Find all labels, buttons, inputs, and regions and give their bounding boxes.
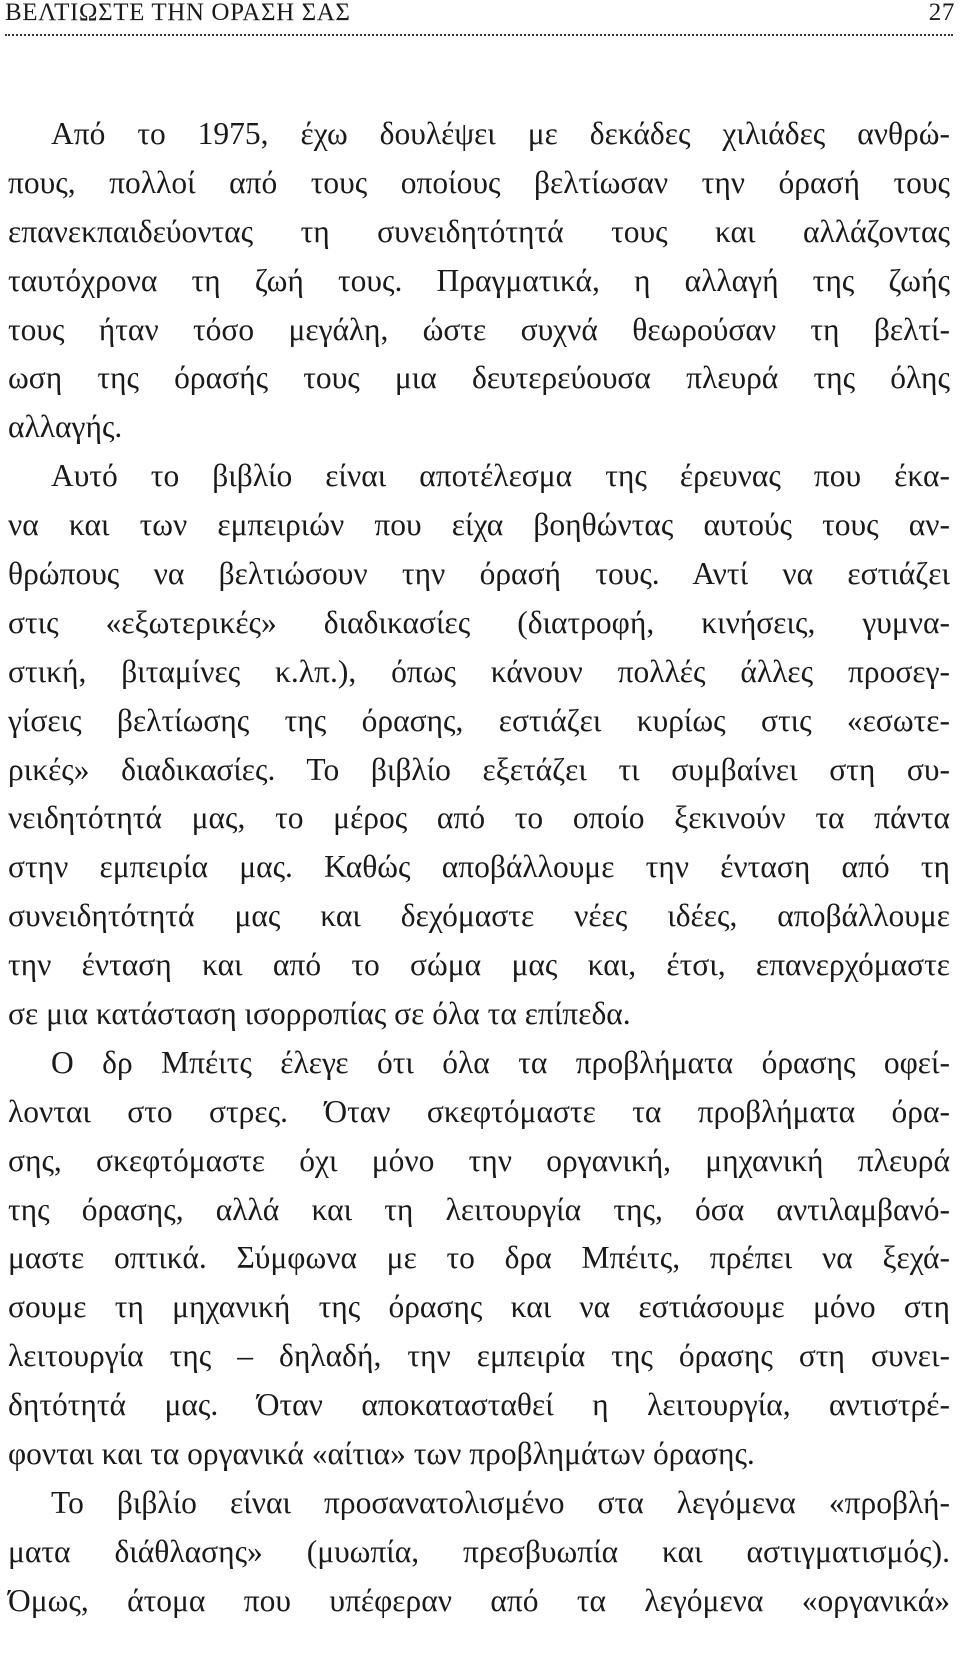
dotted-header-rule [5,34,953,36]
text-line: να και των εμπειριών που είχα βοηθώντας αυτούς τους αν- [8,507,950,543]
body-text [8,110,950,1626]
text-line: συνειδητότητά μας και δεχόμαστε νέες ιδέες, αποβάλλουμε [8,898,950,934]
text-line: ματα διάθλασης» (μυωπία, πρεσβυωπία και αστιγματισμός). [8,1533,950,1569]
text-line: Από το 1975, έχω δουλέψει με δεκάδες χιλιάδες ανθρώ- [51,116,950,151]
running-title: ΒΕΛΤΙΩΣΤΕ ΤΗΝ ΟΡΑΣΗ ΣΑΣ [5,0,351,26]
text-line: Ο δρ Μπέιτς έλεγε ότι όλα τα προβλήματα όρασης οφεί- [51,1044,950,1080]
text-line: νειδητότητά μας, το μέρος από το οποίο ξεκινούν τα πάντα [8,800,950,836]
text-line: σε μια κατάσταση ισορροπίας σε όλα τα επίπεδα. [8,996,631,1032]
text-line: δητότητά μας. Όταν αποκατασταθεί η λειτουργία, αντιστρέ- [8,1387,950,1423]
text-line: σουμε τη μηχανική της όρασης και να εστιάσουμε μόνο στη [8,1289,950,1325]
running-header [5,0,955,28]
text-line: Όμως, άτομα που υπέφεραν από τα λεγόμενα «οργανικά» [8,1582,950,1618]
text-line: της όρασης, αλλά και τη λειτουργία της, όσα αντιλαμβανό- [8,1191,950,1227]
text-line: Αυτό το βιβλίο είναι αποτέλεσμα της έρευνας που έκα- [51,458,950,494]
text-line: θρώπους να βελτιώσουν την όρασή τους. Αντί να εστιάζει [8,556,950,592]
text-line: τους ήταν τόσο μεγάλη, ώστε συχνά θεωρούσαν τη βελτί- [8,311,950,347]
text-line: αλλαγής. [8,409,123,445]
text-line: μαστε οπτικά. Σύμφωνα με το δρα Μπέιτς, πρέπει να ξεχά- [8,1240,950,1276]
text-line: στική, βιταμίνες κ.λπ.), όπως κάνουν πολλές άλλες προσεγ- [8,653,950,689]
text-line: γίσεις βελτίωσης της όρασης, εστιάζει κυρίως στις «εσωτε- [8,702,950,738]
text-line: την ένταση και από το σώμα μας και, έτσι, επανερχόμαστε [8,947,950,983]
text-line: λειτουργία της – δηλαδή, την εμπειρία της όρασης στη συνει- [8,1338,950,1374]
text-line: ρικές» διαδικασίες. Το βιβλίο εξετάζει τι συμβαίνει στη συ- [8,751,950,787]
text-line: στην εμπειρία μας. Καθώς αποβάλλουμε την ένταση από τη [8,849,950,885]
text-line: στις «εξωτερικές» διαδικασίες (διατροφή, κινήσεις, γυμνα- [8,604,950,640]
text-line: επανεκπαιδεύοντας τη συνειδητότητά τους και αλλάζοντας [8,213,950,249]
text-line: ταυτόχρονα τη ζωή τους. Πραγματικά, η αλλαγή της ζωής [8,262,950,298]
text-line: Το βιβλίο είναι προσανατολισμένο στα λεγόμενα «προβλή- [51,1484,950,1520]
text-line: λονται στο στρες. Όταν σκεφτόμαστε τα προβλήματα όρα- [8,1093,950,1129]
text-line: σης, σκεφτόμαστε όχι μόνο την οργανική, μηχανική πλευρά [8,1142,950,1178]
text-line: φονται και τα οργανικά «αίτια» των προβλημάτων όρασης. [8,1436,755,1472]
text-line: πους, πολλοί από τους οποίους βελτίωσαν την όρασή τους [8,164,950,200]
page-number: 27 [928,0,955,26]
text-line: ωση της όρασής τους μια δευτερεύουσα πλευρά της όλης [8,360,950,396]
